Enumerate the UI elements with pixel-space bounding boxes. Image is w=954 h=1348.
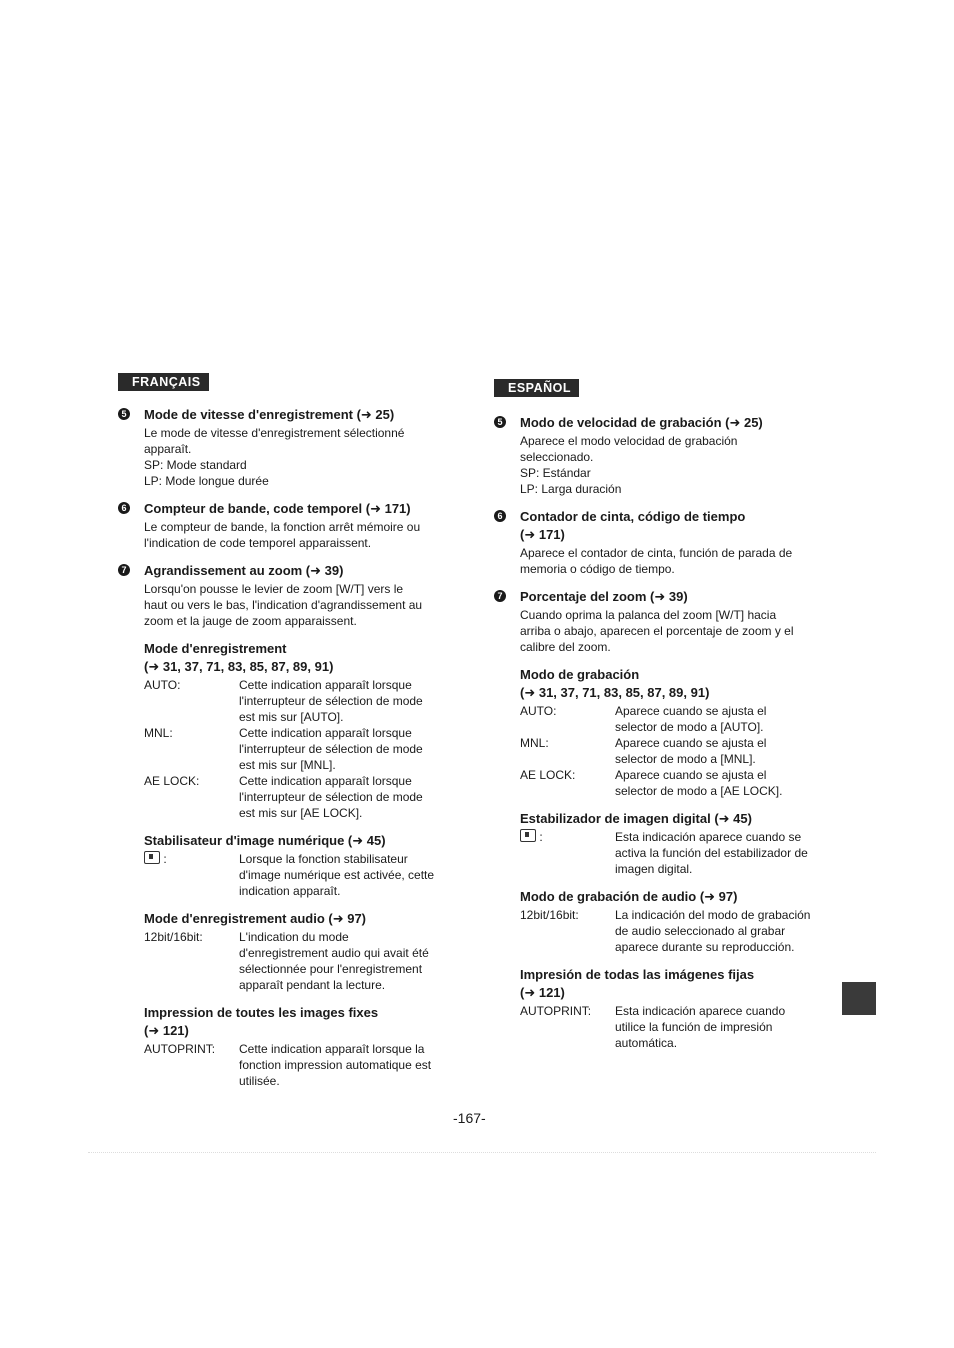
desc-line: utilice la función de impresión [615, 1020, 773, 1034]
definition-list [520, 1003, 834, 1051]
circled-number-5: 5 [118, 408, 130, 420]
stabilizer-icon [520, 829, 536, 842]
description [239, 677, 458, 725]
term: AE LOCK: [520, 768, 576, 782]
definition-row [144, 677, 458, 725]
description [615, 735, 834, 767]
description [239, 773, 458, 821]
definition-list [144, 677, 458, 821]
body-line: Lorsqu'on pousse le levier de zoom [W/T] vers le [144, 582, 404, 596]
term: AUTO: [520, 704, 557, 718]
subsection-title-refs: (➜ 31, 37, 71, 83, 85, 87, 89, 91) [144, 659, 334, 674]
subsection-title: Modo de grabación [520, 667, 640, 682]
subsection-title: Stabilisateur d'image numérique (➜ 45) [144, 833, 386, 848]
definition-row [144, 773, 458, 821]
term: MNL: [144, 726, 173, 740]
description [615, 767, 834, 799]
subsection-title: Modo de grabación de audio (➜ 97) [520, 889, 738, 904]
section-body [520, 607, 834, 655]
circled-number-5: 5 [494, 416, 506, 428]
section-title-refs: (➜ 171) [520, 527, 565, 542]
body-line: apparaît. [144, 442, 192, 456]
definition-row [144, 725, 458, 773]
body-line: LP: Larga duración [520, 482, 622, 496]
subsection-title: Mode d'enregistrement [144, 641, 287, 656]
desc-line: de audio seleccionado al grabar [615, 924, 786, 938]
circled-number-7: 7 [118, 564, 130, 576]
term: AE LOCK: [144, 774, 200, 788]
section-title: Compteur de bande, code temporel (➜ 171) [144, 501, 411, 516]
desc-line: est mis sur [AE LOCK]. [239, 806, 363, 820]
definition-row [144, 851, 458, 899]
body-line: calibre del zoom. [520, 640, 611, 654]
term [520, 829, 615, 877]
term: AUTOPRINT: [520, 1004, 592, 1018]
desc-line: l'interrupteur de sélection de mode [239, 790, 423, 804]
description [239, 851, 458, 899]
section-recording-speed [118, 407, 458, 489]
definition-row [144, 929, 458, 993]
subsection-title: Impression de toutes les images fixes [144, 1005, 379, 1020]
term: 12bit/16bit: [144, 930, 203, 944]
section-body [520, 545, 834, 577]
desc-line: imagen digital. [615, 862, 693, 876]
desc-line: fonction impression automatique est [239, 1058, 432, 1072]
definition-list [144, 1041, 458, 1089]
desc-line: selector de modo a [MNL]. [615, 752, 756, 766]
description [615, 703, 834, 735]
body-line: Le mode de vitesse d'enregistrement sélectionné [144, 426, 405, 440]
desc-line: selector de modo a [AE LOCK]. [615, 784, 783, 798]
definition-list [520, 829, 834, 877]
definition-row [520, 829, 834, 877]
desc-line: Cette indication apparaît lorsque [239, 774, 412, 788]
section-title: Contador de cinta, código de tiempo [520, 509, 746, 524]
spanish-column [494, 373, 834, 1063]
desc-line: Aparece cuando se ajusta el [615, 768, 767, 782]
section-autoprint [494, 967, 834, 1051]
section-zoom [494, 589, 834, 655]
desc-line: Esta indicación aparece cuando se [615, 830, 802, 844]
section-audio-mode [118, 911, 458, 993]
desc-line: d'enregistrement audio qui avait été [239, 946, 429, 960]
desc-line: est mis sur [MNL]. [239, 758, 336, 772]
section-autoprint [118, 1005, 458, 1089]
desc-line: utilisée. [239, 1074, 280, 1088]
section-title: Porcentaje del zoom (➜ 39) [520, 589, 688, 604]
definition-row [520, 703, 834, 735]
body-line: Aparece el contador de cinta, función de parada de [520, 546, 793, 560]
section-title: Mode de vitesse d'enregistrement (➜ 25) [144, 407, 395, 422]
page-number: -167- [453, 1110, 486, 1126]
term: MNL: [520, 736, 549, 750]
body-line: l'indication de code temporel apparaissent. [144, 536, 372, 550]
definition-list [520, 907, 834, 955]
section-audio-mode [494, 889, 834, 955]
desc-line: sélectionnée pour l'enregistrement [239, 962, 423, 976]
subsection-title-refs: (➜ 31, 37, 71, 83, 85, 87, 89, 91) [520, 685, 710, 700]
desc-line: automática. [615, 1036, 678, 1050]
definition-row [520, 767, 834, 799]
desc-line: Cette indication apparaît lorsque [239, 678, 412, 692]
subsection-title: Mode d'enregistrement audio (➜ 97) [144, 911, 367, 926]
body-line: seleccionado. [520, 450, 594, 464]
definition-list [144, 851, 458, 899]
body-line: zoom et la jauge de zoom apparaissent. [144, 614, 357, 628]
desc-line: Esta indicación aparece cuando [615, 1004, 786, 1018]
term-suffix: : [539, 830, 543, 844]
subsection-title: Impresión de todas las imágenes fijas [520, 967, 755, 982]
desc-line: Lorsque la fonction stabilisateur [239, 852, 408, 866]
definition-row [520, 907, 834, 955]
body-line: SP: Mode standard [144, 458, 247, 472]
desc-line: Aparece cuando se ajusta el [615, 704, 767, 718]
bottom-rule [88, 1152, 876, 1153]
section-recording-speed [494, 415, 834, 497]
section-tape-counter [494, 509, 834, 577]
edge-thumb-tab [842, 982, 876, 1015]
description [239, 725, 458, 773]
section-body [144, 425, 458, 489]
description [239, 1041, 458, 1089]
definition-row [144, 1041, 458, 1089]
description [615, 907, 834, 955]
language-tab-spanish: ESPAÑOL [494, 379, 579, 397]
section-body [144, 581, 458, 629]
section-recording-mode [494, 667, 834, 799]
desc-line: est mis sur [AUTO]. [239, 710, 344, 724]
term: AUTOPRINT: [144, 1042, 216, 1056]
section-image-stabilizer [494, 811, 834, 877]
term-suffix: : [163, 852, 167, 866]
term [144, 851, 239, 899]
description [239, 929, 458, 993]
section-body [144, 519, 458, 551]
body-line: Le compteur de bande, la fonction arrêt mémoire ou [144, 520, 421, 534]
body-line: arriba o abajo, aparecen el porcentaje de zoom y el [520, 624, 794, 638]
section-image-stabilizer [118, 833, 458, 899]
section-body [520, 433, 834, 497]
language-tab-french: FRANÇAIS [118, 373, 209, 391]
desc-line: apparaît pendant la lecture. [239, 978, 386, 992]
term: 12bit/16bit: [520, 908, 579, 922]
desc-line: l'interrupteur de sélection de mode [239, 694, 423, 708]
desc-line: Cette indication apparaît lorsque la [239, 1042, 425, 1056]
desc-line: indication apparaît. [239, 884, 341, 898]
section-title: Agrandissement au zoom (➜ 39) [144, 563, 344, 578]
desc-line: Cette indication apparaît lorsque [239, 726, 412, 740]
section-tape-counter [118, 501, 458, 551]
desc-line: d'image numérique est activée, cette [239, 868, 435, 882]
definition-list [144, 929, 458, 993]
french-column [118, 373, 458, 1101]
subsection-title: Estabilizador de imagen digital (➜ 45) [520, 811, 752, 826]
desc-line: Aparece cuando se ajusta el [615, 736, 767, 750]
description [615, 829, 834, 877]
body-line: memoria o código de tiempo. [520, 562, 675, 576]
circled-number-6: 6 [118, 502, 130, 514]
subsection-title-refs: (➜ 121) [144, 1023, 189, 1038]
term: AUTO: [144, 678, 181, 692]
section-zoom [118, 563, 458, 629]
body-line: Aparece el modo velocidad de grabación [520, 434, 738, 448]
section-title: Modo de velocidad de grabación (➜ 25) [520, 415, 763, 430]
definition-list [520, 703, 834, 799]
desc-line: L'indication du mode [239, 930, 349, 944]
body-line: SP: Estándar [520, 466, 591, 480]
body-line: LP: Mode longue durée [144, 474, 269, 488]
desc-line: La indicación del modo de grabación [615, 908, 811, 922]
desc-line: activa la función del estabilizador de [615, 846, 808, 860]
desc-line: selector de modo a [AUTO]. [615, 720, 764, 734]
body-line: haut ou vers le bas, l'indication d'agrandissement au [144, 598, 423, 612]
description [615, 1003, 834, 1051]
subsection-title-refs: (➜ 121) [520, 985, 565, 1000]
desc-line: aparece durante su reproducción. [615, 940, 795, 954]
circled-number-6: 6 [494, 510, 506, 522]
body-line: Cuando oprima la palanca del zoom [W/T] hacia [520, 608, 777, 622]
definition-row [520, 1003, 834, 1051]
circled-number-7: 7 [494, 590, 506, 602]
section-recording-mode [118, 641, 458, 821]
stabilizer-icon [144, 851, 160, 864]
desc-line: l'interrupteur de sélection de mode [239, 742, 423, 756]
definition-row [520, 735, 834, 767]
